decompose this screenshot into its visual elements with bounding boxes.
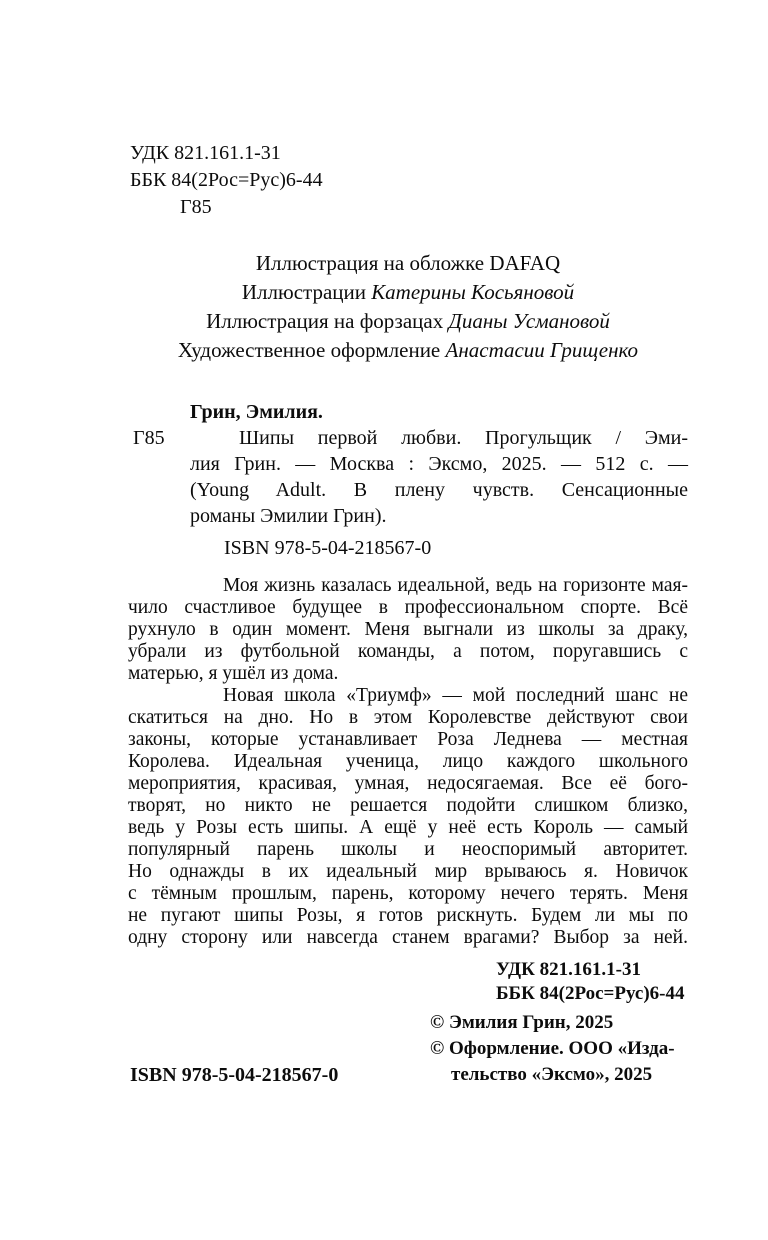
credit-label: Иллюстрации: [241, 280, 372, 304]
udk-code-bottom: УДК 821.161.1-31: [496, 959, 641, 980]
card-line: Шипы первой любви. Прогульщик / Эми-: [239, 427, 688, 449]
credit-name: Дианы Усмановой: [448, 309, 610, 333]
annotation-line: одну сторону или навсегда станем врагами? Выбор за ней.: [128, 927, 688, 948]
card-author-sign: Г85: [133, 427, 165, 449]
annotation-line: рухнуло в один момент. Меня выгнали из школы за драку,: [128, 619, 688, 640]
annotation-line: ведь у Розы есть шипы. А ещё у неё есть Король — самый: [128, 817, 688, 838]
copyright-publisher-line: © Оформление. ООО «Изда-: [430, 1038, 675, 1059]
copyright-author-line: © Эмилия Грин, 2025: [430, 1012, 614, 1033]
copyright-block: [430, 1010, 688, 1088]
endpapers-illustration-credit: [128, 307, 688, 336]
isbn-main: ISBN 978-5-04-218567-0: [130, 1064, 339, 1086]
card-isbn: ISBN 978-5-04-218567-0: [224, 537, 432, 559]
card-description: [133, 425, 688, 529]
credit-name: Катерины Косьяновой: [371, 280, 575, 304]
credit-name: Анастасии Грищенко: [445, 338, 639, 362]
card-author: Грин, Эмилия.: [190, 401, 323, 423]
copyright-publisher-line-continuation: тельство «Эксмо», 2025: [451, 1064, 653, 1085]
design-credit: [128, 336, 688, 365]
annotation-line: Королева. Идеальная ученица, лицо каждого школьного: [128, 751, 688, 772]
card-line: (Young Adult. В плену чувств. Сенсационные: [190, 479, 688, 501]
cover-illustration-credit: [128, 249, 688, 278]
text-column: [128, 140, 688, 1088]
illustrations-credit: [128, 278, 688, 307]
annotation-line: мероприятия, красивая, умная, недосягаемая. Все её бого-: [128, 773, 688, 794]
bbk-code-bottom: ББК 84(2Рос=Рус)6-44: [496, 983, 685, 1004]
credits-block: [128, 249, 688, 365]
annotation-line: с тёмным прошлым, парень, которому нечего терять. Меня: [128, 883, 688, 904]
top-classification-block: [128, 140, 688, 221]
credit-label: Иллюстрация на обложке: [255, 251, 490, 275]
catalog-card: [133, 399, 688, 561]
bbk-code: ББК 84(2Рос=Рус)6-44: [130, 169, 323, 191]
annotation-line: матерью, я ушёл из дома.: [128, 663, 339, 684]
annotation-block: [128, 575, 688, 949]
credit-name: DAFAQ: [489, 251, 561, 275]
credit-label: Иллюстрация на форзацах: [206, 309, 449, 333]
annotation-line: убрали из футбольной команды, а потом, поругавшись с: [128, 641, 688, 662]
card-line: лия Грин. — Москва : Эксмо, 2025. — 512 с. —: [190, 453, 688, 475]
credit-label: Художественное оформление: [177, 338, 446, 362]
card-line: романы Эмилии Грин).: [190, 505, 387, 527]
annotation-line: Но однажды в их идеальный мир врываюсь я. Новичок: [128, 861, 688, 882]
annotation-paragraph: [128, 685, 688, 949]
author-sign-code: Г85: [180, 196, 212, 218]
annotation-line: законы, которые устанавливает Роза Леднева — местная: [128, 729, 688, 750]
annotation-line: Моя жизнь казалась идеальной, ведь на горизонте мая-: [223, 575, 688, 596]
annotation-line: Новая школа «Триумф» — мой последний шанс не: [223, 685, 688, 706]
annotation-line: творят, но никто не решается подойти слишком близко,: [128, 795, 688, 816]
imprint-bottom-row: [128, 1010, 688, 1088]
annotation-paragraph: [128, 575, 688, 685]
annotation-line: скатиться на дно. Но в этом Королевстве действуют свои: [128, 707, 688, 728]
annotation-line: не пугают шипы Розы, я готов рискнуть. Будем ли мы по: [128, 905, 688, 926]
annotation-line: чило счастливое будущее в профессиональном спорте. Всё: [128, 597, 688, 618]
udk-code: УДК 821.161.1-31: [130, 142, 281, 164]
bottom-classification-block: [496, 958, 688, 1006]
annotation-line: популярный парень школы и неоспоримый авторитет.: [128, 839, 688, 860]
